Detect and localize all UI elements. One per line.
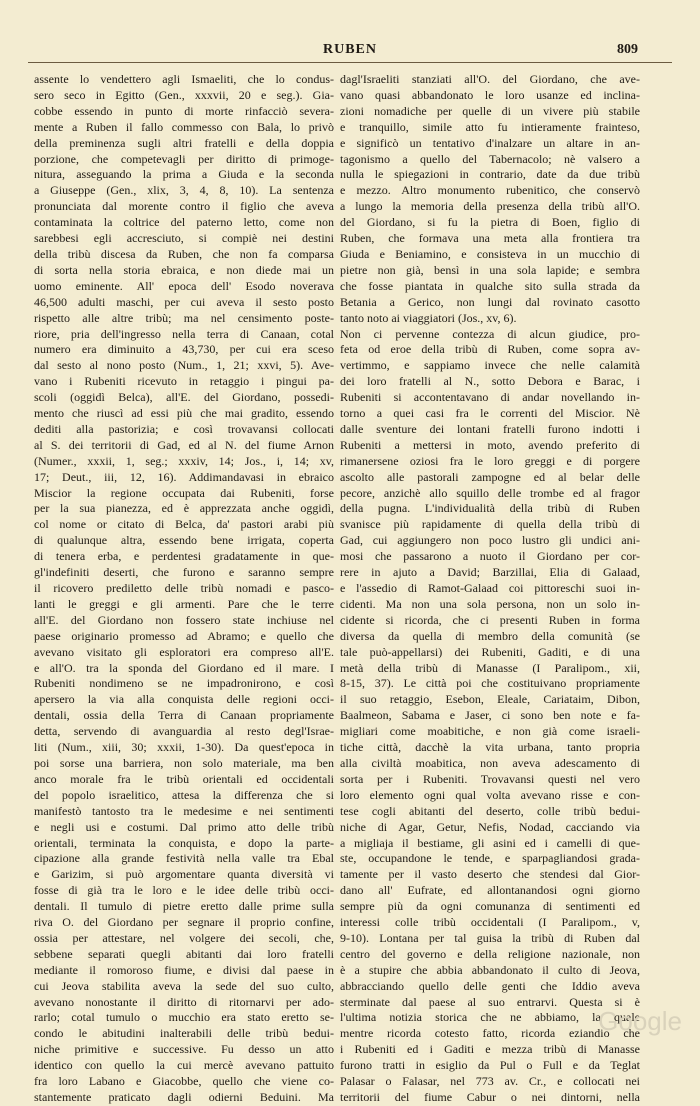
text-line: (Numer., xxxii, 1, seg.; xxxiv, 14; Jos., i, 14; xv, — [34, 453, 334, 468]
text-line: dei loro fratelli al N., sotto Debora e Barac, i — [340, 374, 640, 389]
text-line: condo le abitudini inalterabili delle tribù bedui- — [34, 1026, 334, 1041]
text-line: del Giordano, si fu la pietra di Boen, figlio di — [340, 215, 640, 230]
text-line: assente lo vendettero agli Ismaeliti, che lo condus- — [34, 72, 334, 86]
text-line: metà della tribù di Manasse (I Paralipom., xii, — [340, 660, 640, 675]
text-line: niche primitive e successive. Fu desso un atto — [34, 1042, 334, 1057]
text-line: lanti le greggi e gli armenti. Pare che le terre — [34, 596, 334, 611]
text-line: liti (Num., xiii, 30; xxxii, 1-30). Da quest'epoca in — [34, 740, 334, 755]
text-line: contaminata la coltrice del paterno letto, come non — [34, 215, 334, 230]
text-line: tanto noto ai viaggiatori (Jos., xv, 6). — [340, 310, 517, 325]
text-line: e tranquillo, simile atto fu intieramente frainteso, — [340, 119, 640, 134]
text-line: Palasar o Falasar, nel 773 av. Cr., e collocati nei — [340, 1074, 640, 1089]
text-line: Baalmeon, Sabama e Jaser, ci sono ben note e fa- — [340, 708, 640, 723]
text-line: i Rubeniti ed i Gaditi e mezza tribù di Manasse — [340, 1042, 640, 1057]
text-line: Betania a Gerico, non lungi dal rovinato casotto — [340, 294, 640, 309]
text-line: cidente si ricorda, che ci presenti Ruben in forma — [340, 612, 640, 627]
text-line: 17; Deut., iii, 12, 16). Addimandavasi in ebraico — [34, 469, 334, 484]
text-line: Rubeniti nondimeno se ne impadronirono, e così — [34, 676, 334, 691]
text-line: e negli usi e costumi. Dal primo atto delle tribù — [34, 819, 334, 834]
text-line: anco morale fra le tribù orientali ed occidentali — [34, 771, 334, 786]
text-line: a Giuseppe (Gen., xlix, 3, 4, 8, 10). La sentenza — [34, 183, 334, 198]
text-line: l'ultima notizia storica che ne abbiamo, la quale — [340, 1010, 640, 1025]
page-header — [0, 42, 700, 64]
text-line: sempre più da ogni comunanza di sentimenti ed — [340, 899, 640, 914]
text-line: Ruben, che formava una meta alla frontiera tra — [340, 231, 640, 246]
left-column — [34, 72, 334, 1106]
text-line: che fosse piantata in qualche sito sulla strada da — [340, 278, 640, 293]
text-line: mentre ricorda cotesto fatto, ricorda eziandio che — [340, 1026, 640, 1041]
text-line: manifestò tantosto tra le medesime e nei sentimenti — [34, 803, 334, 818]
text-line: sero seco in Egitto (Gen., xxxvii, 20 e seg.). Gia- — [34, 87, 334, 102]
text-line: identico con quello la cui mercè avevano pattuito — [34, 1058, 334, 1073]
text-line: sebbene separati quegli abitanti dai loro fratelli — [34, 946, 334, 961]
text-line: Gad, cui aggiungero non poco lustro gli undici ani- — [340, 533, 640, 548]
text-line: a lungo la memoria della presenza della tribù all'O. — [340, 199, 640, 214]
text-line: vano i Rubeniti ricevuto in retaggio i pingui pa- — [34, 374, 334, 389]
text-line: numero era diminuito a 43,730, per cui era sceso — [34, 342, 334, 357]
text-line: loro elemento ogni qual volta avevano risse e con- — [340, 787, 640, 802]
text-line: all'E. del Giordano non fossero state inchiuse nel — [34, 612, 334, 627]
text-line: è a stupire che abbia abbandonato il culto di Jeova, — [340, 962, 640, 977]
text-line: 8-15, 37). Le città poi che costituivano propriamente — [340, 676, 640, 691]
text-line: tagonismo a quello del Tabernacolo; nè valsero a — [340, 151, 640, 166]
text-line: tese cogli abitanti del deserto, colle tribù bedui- — [340, 803, 640, 818]
text-line: territorii del fiume Cabur o nei dintorni, nella — [340, 1090, 640, 1104]
text-line: furono tratti in esiglio da Pul o Full e da Teglat — [340, 1058, 640, 1073]
header-rule — [28, 62, 672, 63]
text-line: pietre non già, bensì in una sola lapide; e sembra — [340, 262, 640, 277]
text-line: 9-10). Lontana per tal guisa la tribù di Ruben dal — [340, 930, 640, 945]
text-line: paese originario promesso ad Abramo; e quello che — [34, 628, 334, 643]
text-line: zioni nomadiche per quelle di un vivere più stabile — [340, 103, 640, 118]
text-line: a migliaja il bestiame, gli asini ed i camelli di que- — [340, 835, 640, 850]
text-line: scoli (oggidì Belca), all'E. del Giordano, possedi- — [34, 390, 334, 405]
text-line: il ricovero prediletto delle tribù nomadi e pasco- — [34, 581, 334, 595]
text-line: porzione, che competevagli per diritto di primoge- — [34, 151, 334, 166]
text-line: rimanersene oziosi fra le loro greggi e di porgere — [340, 453, 640, 468]
text-line: rispetto alle altre tribù; ma nel censimento poste- — [34, 310, 334, 325]
text-line: cipazione alla grande festività nella valle tra Ebal — [34, 851, 334, 866]
text-line: centro del governo e della religione nazionale, non — [340, 946, 640, 961]
text-line: di sorta nella storia ebraica, e non diede mai un — [34, 262, 334, 277]
text-line: riva O. del Giordano per segnare il proprio confine, — [34, 915, 334, 930]
text-line: sorta per i Rubeniti. Trovavansi questi nel vero — [340, 771, 640, 786]
running-head: RUBEN — [322, 42, 377, 57]
text-line: tiche città, dacchè la vita urbana, tanto propria — [340, 740, 640, 755]
text-line: rere in ajuto a David; Barzillai, Elia di Galaad, — [340, 565, 640, 580]
text-line: pecore, anzichè allo squillo delle trombe ed al fragor — [340, 485, 640, 500]
text-line: avevano visitato gli esploratori era compreso all'E. — [34, 644, 334, 659]
text-line: cui Jeova stabilita aveva la sede del suo culto, — [34, 978, 334, 993]
text-line: Rubeniti a mettersi in moto, avendo preferito di — [340, 437, 640, 452]
text-line: mento che riuscì ad essi più che mai gradito, essendo — [34, 406, 334, 421]
text-line: dentali, ossia della Terra di Canaan propriamente — [34, 708, 334, 723]
text-line: rarlo; cotal tumulo o mucchio era stato eretto se- — [34, 1010, 334, 1025]
text-line: niche di Agar, Getur, Nefis, Nodad, cacciando via — [340, 819, 640, 834]
text-line: torno a quei casi fra le correnti del Miscior. Nè — [340, 406, 640, 421]
text-line: dagl'Israeliti stanziati all'O. del Giordano, che ave- — [340, 72, 640, 86]
text-line: e l'assedio di Ramot-Galaad coi pittoreschi suoi in- — [340, 581, 640, 595]
text-line: tale può-appellarsi) dei Rubeniti, Gaditi, e di una — [340, 644, 640, 659]
text-line: ascolto alle pastorali zampogne ed al belar delle — [340, 469, 640, 484]
text-line: diversa da quella di membro della comunità (se — [340, 628, 640, 643]
text-line: poi sorse una barriera, non solo materiale, ma ben — [34, 755, 334, 770]
text-line: e all'O. tra la sponda del Giordano ed il mare. I — [34, 660, 334, 675]
text-line: 46,500 adulti maschi, per cui aveva il sesto posto — [34, 294, 334, 309]
text-line: Rubeniti si accontentavano di andar novellando in- — [340, 390, 640, 405]
text-line: riore, pria dell'ingresso nella terra di Canaan, cotal — [34, 326, 334, 341]
text-line: e mezzo. Altro monumento rubenitico, che conservò — [340, 183, 640, 198]
text-line: feta od eroe della tribù di Ruben, come sopra av- — [340, 342, 640, 357]
text-line: ossia per attestare, nel volgere dei secoli, che, — [34, 930, 334, 945]
text-line: mosi che passarono a nuoto il Giordano per cor- — [340, 549, 640, 564]
text-line: il suo retaggio, Esebon, Eleale, Cariataim, Dibon, — [340, 692, 640, 707]
text-line: col nome or citato di Belca, da' pastori arabi più — [34, 517, 334, 532]
text-line: pronunciata dal morente contro il figlio che aveva — [34, 199, 334, 214]
right-column — [340, 72, 640, 1106]
text-line: uomo eminente. All' epoca dell' Esodo noverava — [34, 278, 334, 293]
text-line: per la sua pianezza, ed è apprezzata anche oggidì, — [34, 501, 334, 516]
text-line: Non ci pervenne contezza di alcun giudice, pro- — [340, 326, 640, 341]
text-line: dal sesto al nono posto (Num., 1, 21; xxvi, 5). Ave- — [34, 358, 334, 373]
text-line: della tribù discesa da Ruben, che non fa comparsa — [34, 246, 334, 261]
text-line: mediante il romoroso fiume, e divisi dal paese in — [34, 962, 334, 977]
text-line: della preminenza sugli altri fratelli e della doppia — [34, 135, 334, 150]
text-line: cidenti. Ma non una sola persona, non un solo in- — [340, 596, 640, 611]
text-line: interessi colle tribù occidentali (I Paralipom., v, — [340, 915, 640, 930]
text-line: cobbe essendo in punto di morte rinfacciò severa- — [34, 103, 334, 118]
text-line: detta, servendo di avanguardia al resto degl'Israe- — [34, 724, 334, 739]
text-line: Giuda e Beniamino, e consisteva in un mucchio di — [340, 246, 640, 261]
text-line: sarebbesi egli accresciuto, si compiè nei destini — [34, 231, 334, 246]
text-line: vertimmo, e sappiamo invece che nelle calamità — [340, 358, 640, 373]
text-line: svanisce più rapidamente di quella della tribù di — [340, 517, 640, 532]
text-line: e significò un tentativo d'inalzare un altare in an- — [340, 135, 640, 150]
text-line: abbracciando quello delle genti che Iddio aveva — [340, 978, 640, 993]
text-line: tamente per il vasto deserto che stendesi dal Gior- — [340, 867, 640, 882]
text-line: ste, occupandone le tende, e sparpagliandosi grada- — [340, 851, 640, 866]
text-line: stantemente praticato dagli odierni Beduini. Ma — [34, 1090, 334, 1104]
text-line: di qualunque altra, essendo bene irrigata, coperta — [34, 533, 334, 548]
text-line: della pugna. L'individualità della tribù di Ruben — [340, 501, 640, 516]
text-line: al S. dei territorii di Gad, ed al N. del fiume Arnon — [34, 437, 334, 452]
text-line: e Garizim, si può argomentare quanta diversità vi — [34, 867, 334, 882]
text-line: sterminate dal paese al suo entrarvi. Questa si è — [340, 994, 640, 1009]
text-line: alla civiltà moabitica, non aveva adescamento di — [340, 755, 640, 770]
text-line: vano quasi abbandonato le loro usanze ed inclina- — [340, 87, 640, 102]
text-line: gl'indefiniti deserti, che furono e saranno sempre — [34, 565, 334, 580]
text-line: dediti alla pastorizia; e così trovavansi collocati — [34, 421, 334, 436]
text-line: orientali, terminata la conquista, e dopo la parte- — [34, 835, 334, 850]
text-line: mente a Ruben il fallo commesso con Bala, lo privò — [34, 119, 334, 134]
text-line: migliari come moabitiche, e non già come israeli- — [340, 724, 640, 739]
text-line: di tenera erba, e perdentesi gradatamente in que- — [34, 549, 334, 564]
text-line: avevano nonostante il diritto di ritornarvi per ado- — [34, 994, 334, 1009]
text-line: Miscior la regione occupata dai Rubeniti, forse — [34, 485, 334, 500]
watermark: Google — [598, 1006, 682, 1036]
text-line: fosse di già tra le loro e le idee delle tribù occi- — [34, 883, 334, 898]
text-line: apersero la via alla conquista delle regioni occi- — [34, 692, 334, 707]
text-line: dentali. Il tumulo di pietre eretto dalle prime sulla — [34, 899, 334, 914]
text-line: nitura, asseguando la prima a Giuda e la seconda — [34, 167, 334, 182]
text-line: del popolo israelitico, attesa la differenza che si — [34, 787, 334, 802]
text-line: fra loro Labano e Giacobbe, quello che viene co- — [34, 1074, 334, 1089]
page-number: 809 — [617, 42, 638, 57]
text-line: dalle sventure dei lontani fratelli furono indotti i — [340, 421, 640, 436]
text-line: dano all' Eufrate, ed allontanandosi ogni giorno — [340, 883, 640, 898]
text-line: nulla le spiegazioni in contrario, date da due tribù — [340, 167, 640, 182]
